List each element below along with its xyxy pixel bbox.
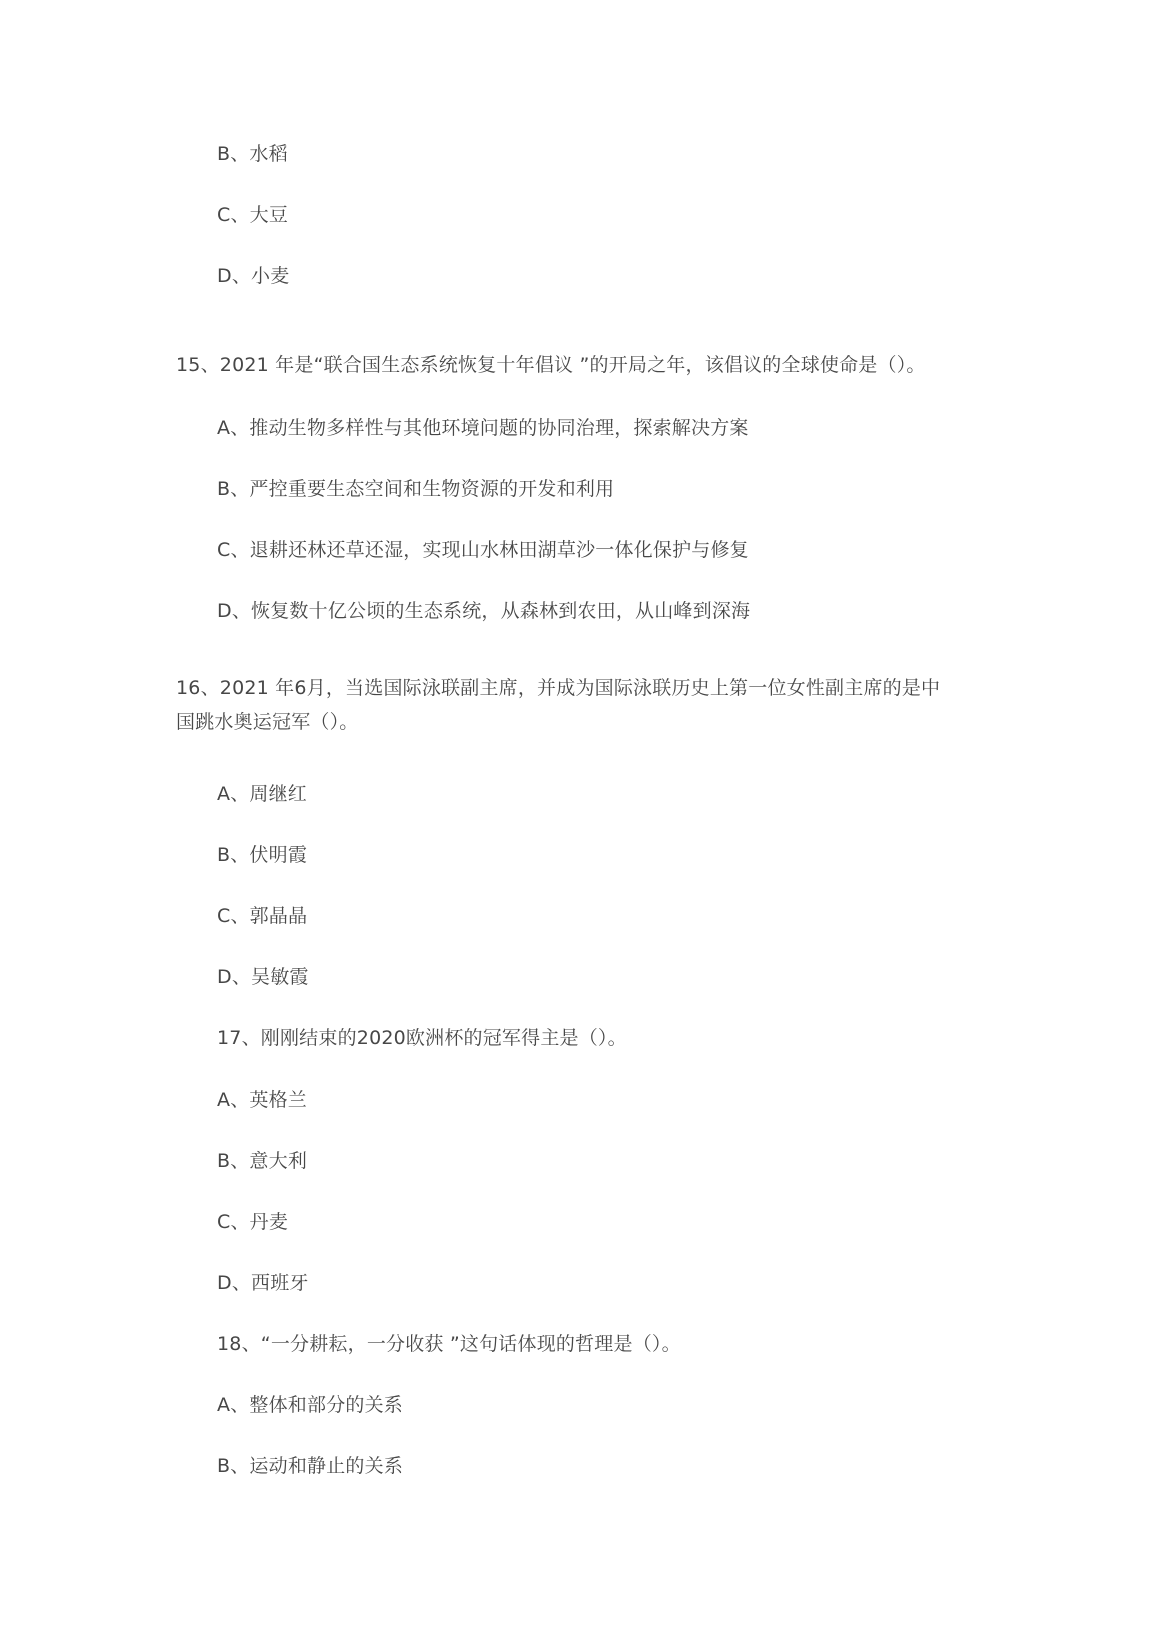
option-b-rice: B、水稻 (217, 143, 288, 165)
question-17-option-b: B、意大利 (217, 1150, 308, 1172)
question-15-option-a: A、推动生物多样性与其他环境问题的协同治理，探索解决方案 (217, 417, 749, 439)
question-16-text-line1: 16、2021 年6月，当选国际泳联副主席，并成为国际泳联历史上第一位女性副主席的是中 (176, 677, 941, 699)
question-17-option-c: C、丹麦 (217, 1211, 289, 1233)
question-18-text: 18、“一分耕耘，一分收获 ”这句话体现的哲理是（）。 (217, 1333, 681, 1355)
question-16-option-c: C、郭晶晶 (217, 905, 308, 927)
option-d-wheat: D、小麦 (217, 265, 290, 287)
question-16-option-a: A、周继红 (217, 783, 307, 805)
question-18-option-b: B、运动和静止的关系 (217, 1455, 404, 1477)
question-16-option-d: D、吴敏霞 (217, 966, 309, 988)
question-16-option-b: B、伏明霞 (217, 844, 308, 866)
question-18-option-a: A、整体和部分的关系 (217, 1394, 403, 1416)
question-15-text: 15、2021 年是“联合国生态系统恢复十年倡议 ”的开局之年，该倡议的全球使命是（）。 (176, 354, 926, 376)
question-17-text: 17、刚刚结束的2020欧洲杯的冠军得主是（）。 (217, 1027, 627, 1049)
question-15-option-c: C、退耕还林还草还湿，实现山水林田湖草沙一体化保护与修复 (217, 539, 749, 561)
question-15-option-d: D、恢复数十亿公顷的生态系统，从森林到农田，从山峰到深海 (217, 600, 751, 622)
question-17-option-a: A、英格兰 (217, 1089, 307, 1111)
option-c-soybean: C、大豆 (217, 204, 289, 226)
question-17-option-d: D、西班牙 (217, 1272, 309, 1294)
question-15-option-b: B、严控重要生态空间和生物资源的开发和利用 (217, 478, 615, 500)
question-16-text-line2: 国跳水奥运冠军（）。 (176, 711, 359, 733)
